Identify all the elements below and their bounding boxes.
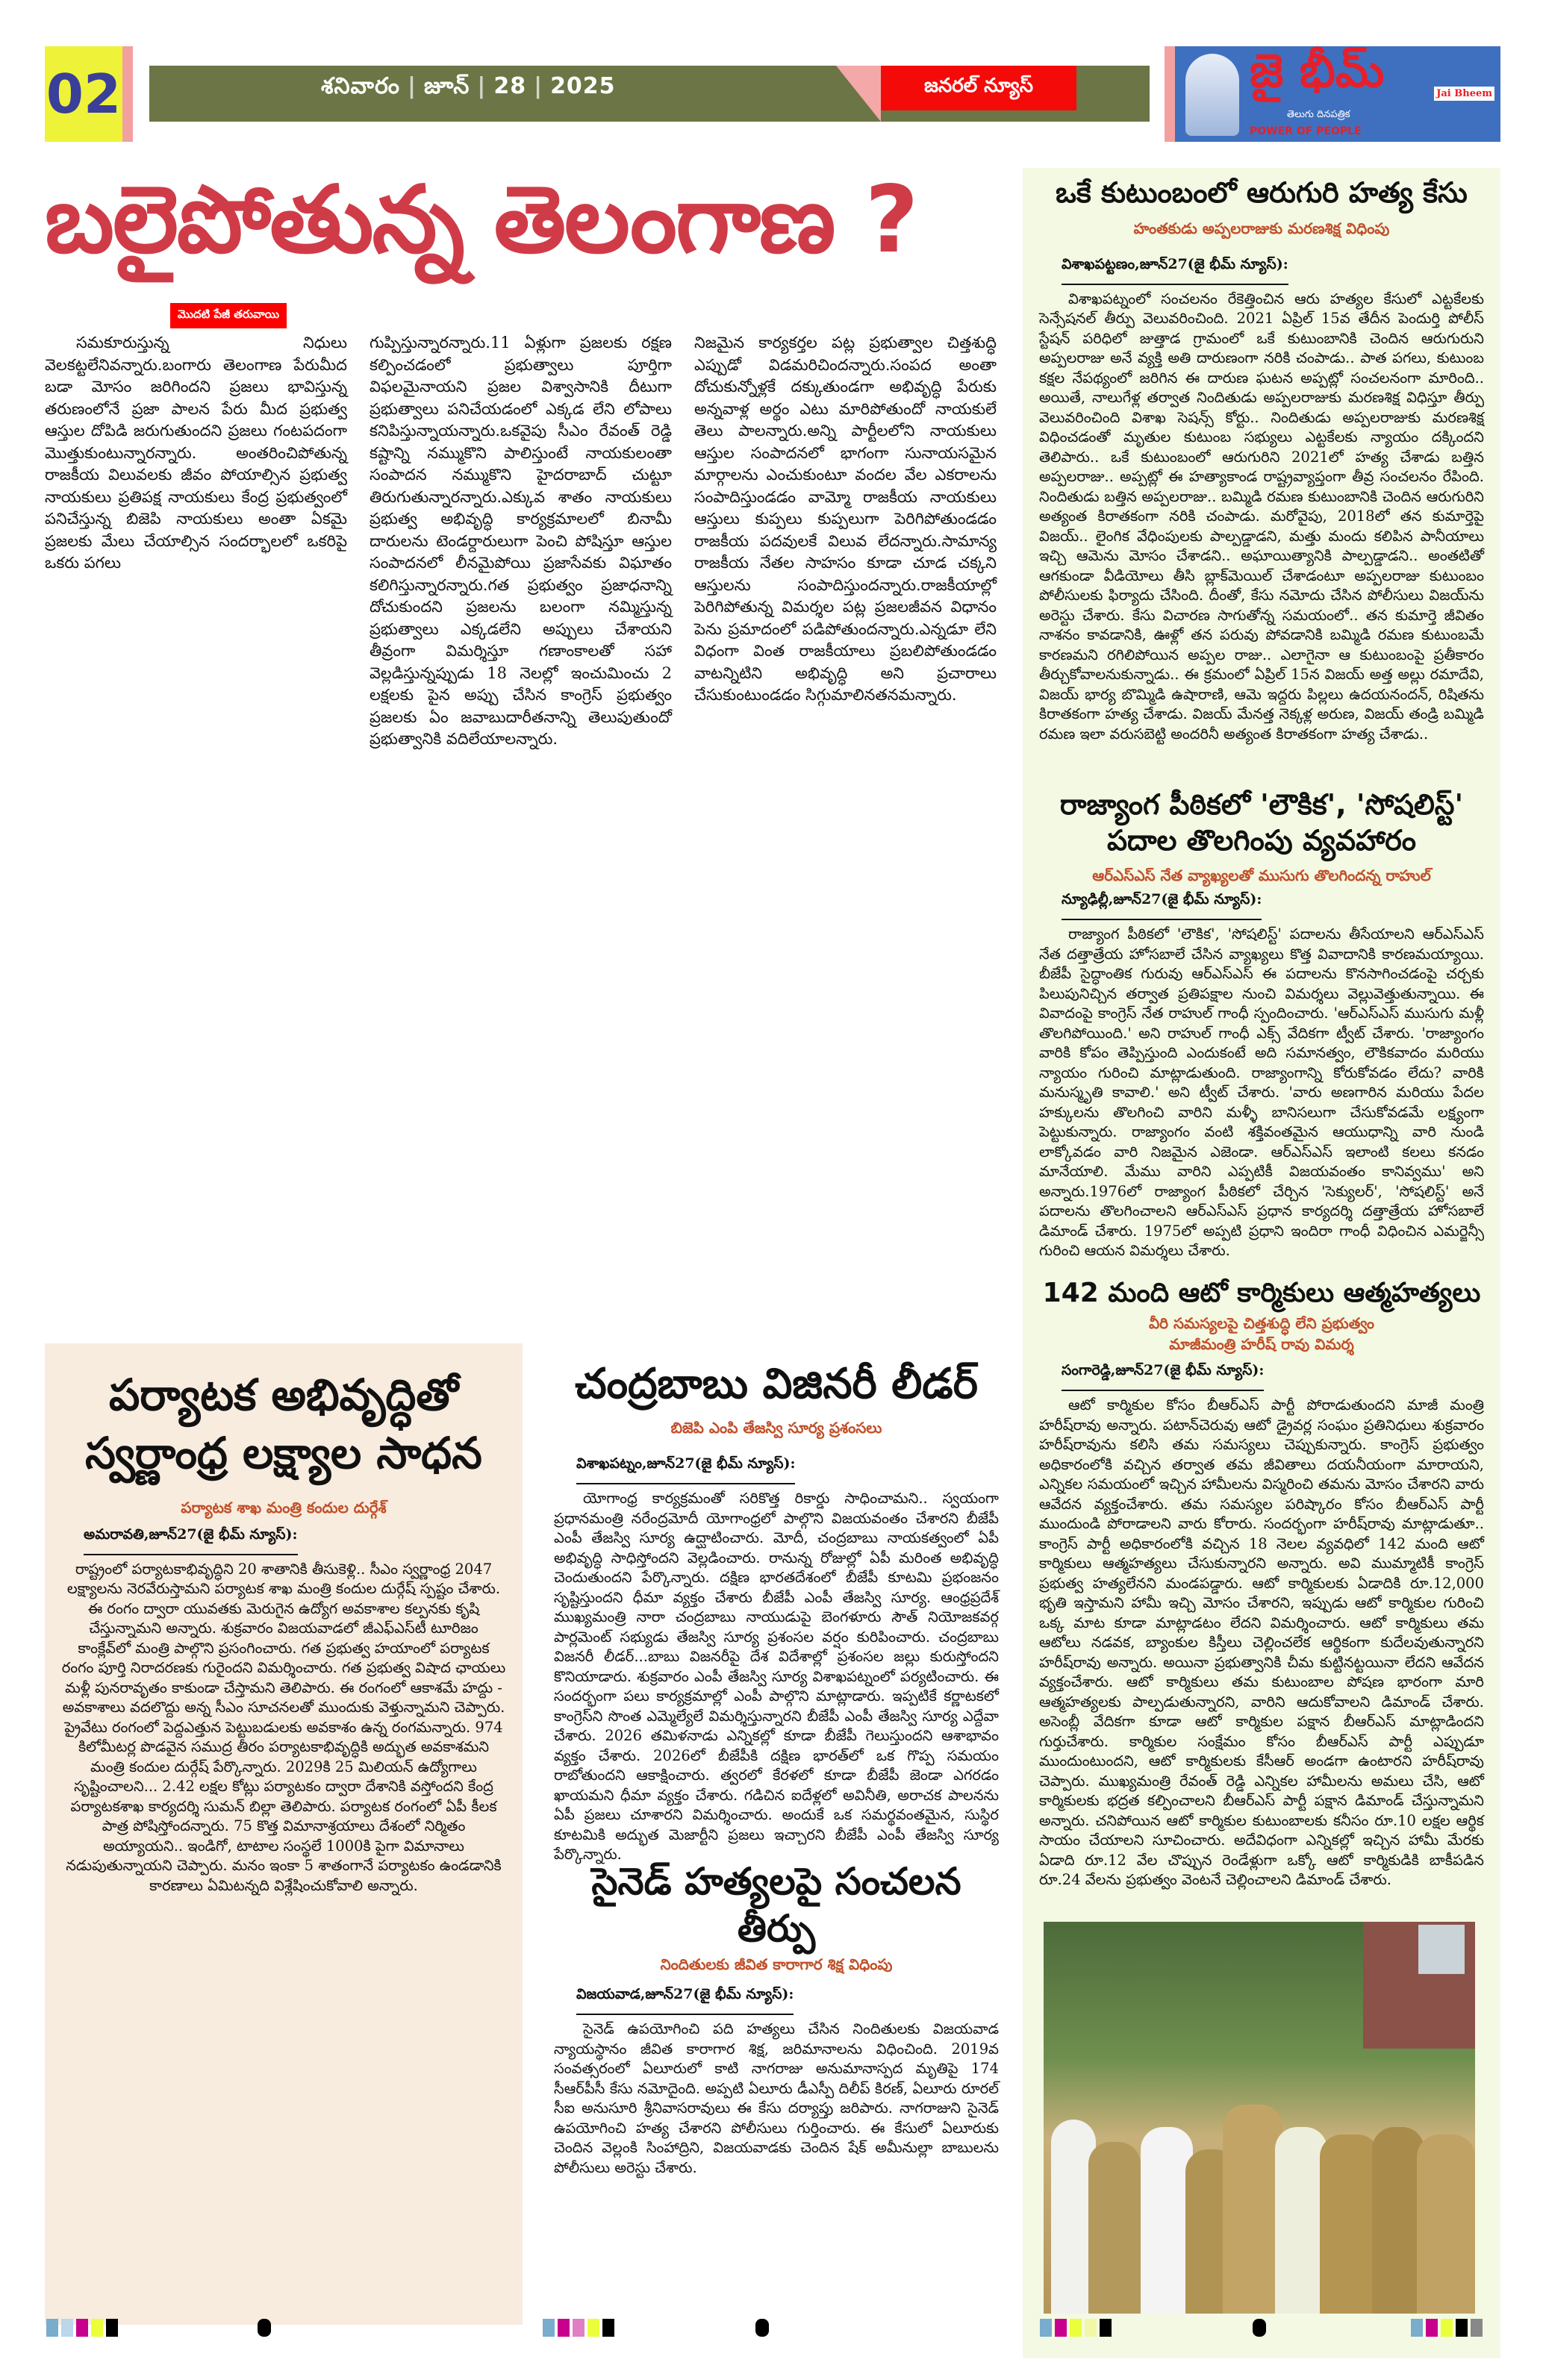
newspaper-logo (1165, 43, 1500, 142)
story-headline: సైనెడ్ హత్యలపై సంచలన తీర్పు (591, 1860, 961, 1950)
story-dateline: విజయవాడ,జూన్27(జై భీమ్ న్యూస్): (576, 1986, 794, 2015)
color-swatch (1441, 2319, 1453, 2337)
main-story-column-3 (694, 332, 997, 1332)
story-headline: రాజ్యాంగ పీఠికలో 'లౌకిక', 'సోషలిస్ట్' పదాల తొలగింపు వ్యవహారం (1059, 788, 1464, 857)
article-text: యోగాంధ్ర కార్యక్రమంతో సరికొత్త రికార్డు సాధించామని.. స్వయంగా ప్రధానమంత్రి నరేంద్రమోదీ యోగాంధ్రలో పాల్గొని విజయవంతం చేశారని బీజేపీ ఎంపీ తేజస్వి సూర్య ఉద్ఘాటించారు. మోదీ, చంద్రబాబు నాయకత్వంలో ఏపీ అభివృద్ధి సాధిస్తోందని వెల్లడించారు. రానున్న రోజుల్లో ఏపీ మరింత అభివృద్ధి చెందుతుందని పేర్కొన్నారు. దక్షిణ భారతదేశంలో బీజేపీ కూటమి ప్రభంజనం సృష్టిస్తుందని ధీమా వ్యక్తం చేశారు బీజేపీ ఎంపీ తేజస్వి సూర్య. ఆంధ్రప్రదేశ్ ముఖ్యమంత్రి నారా చంద్రబాబు నాయుడుపై బెంగళూరు సౌత్ నియోజకవర్గ పార్లమెంట్ సభ్యుడు తేజస్వి సూర్య ప్రశంసల వర్షం కురిపించారు. చంద్రబాబు విజనరీ లీడర్...బాబు విజనరీపై దేశ విదేశాల్లో ప్రశంసల జల్లు కురుస్తోందని కొనియాడారు. శుక్రవారం ఎంపీ తేజస్వి సూర్య విశాఖపట్నంలో పర్యటించారు. ఈ సందర్భంగా పలు కార్యక్రమాల్లో ఎంపీ పాల్గొని మాట్లాడారు. ఇప్పటికే కర్ణాటకలో కాంగ్రెస్‌ని సొంత ఎమ్మెల్యేలే విమర్శిస్తున్నారని బీజేపీ ఎంపీ తేజస్వి సూర్య ఎద్దేవా చేశారు. 2026 తమిళనాడు ఎన్నికల్లో కూడా బీజేపీ గెలుస్తుందని ఆశాభావం వ్యక్తం చేశారు. 2026లో బీజేపీకి దక్షిణ భారత్‌లో ఒక గొప్ప సమయం రాబోతుందని ఆకాక్షించారు. త్వరలో కేరళలో కూడా బీజేపీ జెండా ఎగరడం ఖాయమని ధీమా వ్యక్తం చేశారు. గడిచిన ఐదేళ్లలో అవినీతి, అరాచక పాలనను ఏపీ ప్రజలు చూశారని విమర్శించారు. అందుకే ఒక సమర్థవంతమైన, సుస్థిర కూటమికి అద్భుత మెజార్టీని ప్రజలు ఇచ్చారని బీజేపీ ఎంపీ తేజస్వి సూర్య పేర్కొన్నారు. (554, 1490, 999, 1863)
story-chandrababu (537, 1358, 1015, 1862)
issue-date: శనివారం | జూన్ | 28 | 2025 (321, 73, 616, 99)
color-swatch (573, 2319, 585, 2337)
story-six-murders (1023, 175, 1500, 743)
logo-name: జై భీమ్ (1250, 43, 1385, 98)
story-headline-line-1: పర్యాటక అభివృద్ధితో (109, 1369, 458, 1420)
story-subheadline: పర్యాటక శాఖ మంత్రి కందుల దుర్గేశ్ (181, 1498, 387, 1517)
story-dateline: విశాఖపట్నం,జూన్27(జై భీమ్ న్యూస్): (576, 1455, 795, 1484)
continued-tag: మొదటి పేజీ తరువాయి (170, 303, 287, 328)
issue-year: 2025 (550, 73, 616, 99)
photo-building (1363, 1922, 1475, 2049)
issue-date-number: 28 (493, 73, 527, 99)
issue-month: జూన్ (423, 73, 470, 99)
section-tag-wedge (836, 66, 881, 122)
story-subheadline: ఆర్ఎస్ఎస్ నేత వ్యాఖ్యలతో ముసుగు తొలగిందన్న రాహుల్ (1092, 866, 1431, 884)
color-swatch (91, 2319, 103, 2337)
story-constitution-preamble (1023, 787, 1500, 1298)
color-swatch (1070, 2319, 1082, 2337)
color-swatch (587, 2319, 599, 2337)
section-tag: జనరల్ న్యూస్ (881, 66, 1076, 110)
color-swatch (1055, 2319, 1067, 2337)
registration-mark (1253, 2319, 1266, 2337)
color-swatch (1085, 2319, 1097, 2337)
color-swatch (76, 2319, 88, 2337)
color-swatch (106, 2319, 118, 2337)
article-text: రాష్ట్రంలో పర్యాటకాభివృద్ధిని 20 శాతానికి తీసుకెళ్లి.. సీఎం స్వర్ణాంధ్ర 2047 లక్ష్యాలను నెరవేరుస్తామని పర్యాటక శాఖ మంత్రి కందుల దుర్గేష్ స్పష్టం చేశారు. ఈ రంగం ద్వారా యువతకు మెరుగైన ఉద్యోగ అవకాశాల కల్పనకు కృషి చేస్తున్నామని అన్నారు. శుక్రవారం విజయవాడలో జీఎఫ్ఎస్‌టీ టూరిజం కాంక్లేవ్‌లో మంత్రి పాల్గొని ప్రసంగించారు. గత ప్రభుత్వ హయాంలో పర్యాటక రంగం పూర్తి నిరాదరణకు గురైందని విమర్శించారు. గత ప్రభుత్వ విషాద ఛాయలు మళ్లీ పునరావృతం కాకుండా చేస్తామని తెలిపారు. ఈ రంగంలో ఆకాశమే హద్దు - అవకాశాలు వదలొద్దు అన్న సీఎం సూచనలతో ముందుకు వెళ్తున్నామని చెప్పారు. ప్రైవేటు రంగంలో పెద్దఎత్తున పెట్టుబడులకు అవకాశం ఉన్న రంగమన్నారు. 974 కిలోమీటర్ల పొడవైన సముద్ర తీరం పర్యాటకాభివృద్ధికి అద్భుత అవకాశమని మంత్రి కందుల దుర్గేష్ పేర్కొన్నారు. 2029కి 25 మిలియన్ ఉద్యోగాలు సృష్టించాలని... 2.42 లక్షల కోట్లు పర్యాటకం ద్వారా దేశానికి వస్తోందని కేంద్ర పర్యాటకశాఖ కార్యదర్శి సుమన్ బిల్లా తెలిపారు. పర్యాటక రంగంలో ఏపీ కీలక పాత్ర పోషిస్తోందన్నారు. 75 కొత్త విమానాశ్రయాలు దేశంలో నిర్మితం అయ్యాయని.. ఇండిగో, టాటాల సంస్థలే 1000కి పైగా విమానాలు నడుపుతున్నాయని చెప్పారు. మనం ఇంకా 5 శాతంగానే పర్యాటకం ఉండడానికి కారణాలు ఏమిటన్నది విశ్లేషించుకోవాలి అన్నారు. (61, 1560, 506, 1894)
main-headline: బలైపోతున్న తెలంగాణ ? (45, 166, 917, 274)
color-swatch (602, 2319, 614, 2337)
story-subheadline-2: మాజీమంత్రి హరీష్ రావు విమర్శ (1169, 1335, 1354, 1353)
article-text: సైనెడ్ ఉపయోగించి పది హత్యలు చేసిన నిందితులకు విజయవాడ న్యాయస్థానం జీవిత కారాగార శిక్ష, జరిమానాలను విధించింది. 2019వ సంవత్సరంలో ఏలూరులో కాటి నాగరాజు అనుమానాస్పద మృతిపై 174 సీఆర్‌పీసీ కేసు నమోదైంది. అప్పటి ఏలూరు డీఎస్పీ దిలీప్ కిరణ్, ఏలూరు రూరల్ సీఐ అనుసూరి శ్రీనివాసరావులు ఈ కేసు దర్యాప్తు జరిపారు. నాగరాజుని సైనెడ్ ఉపయోగించి హత్య చేశారని పోలీసులు గుర్తించారు. ఈ కేసులో ఏలూరుకు చెందిన వెల్లంకి సింహాద్రిని, విజయవాడకు చెందిన షేక్ అమీనుల్లా బాబులను పోలీసులు అరెస్టు చేశారు. (554, 2020, 999, 2176)
color-bar-4 (1411, 2319, 1483, 2337)
story-dateline: న్యూఢిల్లీ,జూన్27(జై భీమ్ న్యూస్): (1062, 891, 1262, 920)
color-swatch (543, 2319, 555, 2337)
issue-day: శనివారం (321, 73, 400, 99)
color-swatch (46, 2319, 58, 2337)
story-cyanide-murders (537, 1858, 1015, 2355)
story-headline: ఒకే కుటుంబంలో ఆరుగురి హత్య కేసు (1056, 176, 1468, 209)
color-swatch (1411, 2319, 1423, 2337)
color-swatch (1040, 2319, 1052, 2337)
article-text: విశాఖపట్నంలో సంచలనం రేకెత్తించిన ఆరు హత్యల కేసులో ఎట్టకేలకు సెన్సేషనల్ తీర్పు వెలువరించింది. 2021 ఏప్రిల్ 15వ తేదీన పెందుర్తి పోలీస్ స్టేషన్ పరిధిలో జుత్తాడ గ్రామంలో ఒకే కుటుంబానికి చెందిన ఆరుగురుని అప్పలరాజు అనే వ్యక్తి అతి దారుణంగా నరికి చంపాడు.. పాత పగలు, కుటుంబ కక్షల నేపథ్యంలో జరిగిన ఈ దారుణ ఘటన అప్పట్లో సంచలనంగా మారింది.. అయితే, నాలుగేళ్ల తర్వాత నిందితుడు అప్పలరాజుకు మరణశిక్ష విధిస్తూ తీర్పు వెలువరించింది విశాఖ సెషన్స్ కోర్టు.. నిందితుడు అప్పలరాజుకు మరణశిక్ష విధించడంతో మృతుల కుటుంబ సభ్యులు ఎట్టకేలకు న్యాయం దక్కిందని తెలిపారు.. ఒకే కుటుంబంలో ఆరుగురిని 2021లో హత్య చేశాడు బత్తిన అప్పలరాజు.. అప్పట్లో ఈ హత్యాకాండ రాష్ట్రవ్యాప్తంగా తీవ్ర సంచలనం రేపింది. నిందితుడు బత్తిన అప్పలరాజు.. బమ్మిడి రమణ కుటుంబానికి చెందిన ఆరుగురిని అత్యంత కిరాతకంగా నరికి చంపాడు. మరోవైపు, 2018లో తన కుమార్తెపై విజయ్.. లైంగిక వేధింపులకు పాల్పడ్డాడని, మత్తు మందు కలిపిన పానీయాలు ఇచ్చి ఆమెను మోసం చేశాడని.. అఘాయిత్యానికి పాల్పడ్డాడని.. అంతటితో ఆగకుండా వీడియోలు తీసి బ్లాక్‌మెయిల్ చేశాడంటూ అప్పలరాజు కుటుంబం పోలీసులకు ఫిర్యాదు చేసింది. దీంతో, కేసు నమోదు చేసిన పోలీసులు విజయ్‌ను అరెస్టు చేశారు. కేసు విచారణ సాగుతోన్న సమయంలో.. తన కుమార్తె జీవితం నాశనం కావడానికి, ఊళ్లో తన పరువు పోవడానికి బమ్మిడి రమణ కుటుంబమే కారణమని రగిలిపోయిన అప్పల రాజు.. ఎలాగైనా ఆ కుటుంబంపై ప్రతీకారం తీర్చుకోవాలనుకున్నాడు.. ఈ క్రమంలో ఏప్రిల్ 15న విజయ్ అత్త అల్లు రమాదేవి, విజయ్ భార్య బొమ్మిడి ఉషారాణి, ఆమె ఇద్దరు పిల్లలు ఉదయనందన్, రిషితను కిరాతకంగా హత్య చేశాడు. విజయ్ మేనత్త నెక్కళ్ల అరుణ, విజయ్ తండ్రి బమ్మిడి రమణ ఇలా వరుసబెట్టి అందరినీ అత్యంత కిరాతకంగా హత్య చేశాడు.. (1039, 290, 1484, 743)
main-story-column-2 (370, 332, 672, 1332)
logo-english-name: Jai Bheem (1434, 87, 1494, 101)
story-tourism (45, 1366, 523, 2276)
story-dateline: సంగారెడ్డి,జూన్27(జై భీమ్ న్యూస్): (1062, 1362, 1264, 1391)
registration-mark (755, 2319, 769, 2337)
main-story-column-1 (45, 332, 347, 1332)
registration-mark (258, 2319, 271, 2337)
article-text: నిజమైన కార్యకర్తల పట్ల ప్రభుత్వాల చిత్తశుద్ధి ఎప్పుడో విడమరిచిందన్నారు.సంపద అంతా దోచుకున్నోళ్లకే దక్కుతుండగా అభివృద్ధి పేరుకు అన్నవాళ్ల అర్థం ఎటు మారిపోతుందో నాయకులే తెలు పాలన్నారు.అన్ని పార్టీలలోని నాయకులు ఆస్తుల సంపాదనలో భాగంగా సునాయసమైన మార్గాలను ఎంచుకుంటూ వందల వేల ఎకరాలను సంపాదిస్తుండడం వామ్మో రాజకీయ నాయకులు ఆస్తులు కుప్పలు కుప్పలుగా పెరిగిపోతుండడం రాజకీయ పదవులకే విలువ లేదన్నారు.సామాన్య రాజకీయ నేతల సాహసం కూడా చూడ చక్కని ఆస్తులను సంపాదిస్తుందన్నారు.రాజకీయాల్లో పెరిగిపోతున్న విమర్శల పట్ల ప్రజలజీవన విధానం పెను ప్రమాదంలో పడిపోతుందన్నారు.ఎన్నడూ లేని విధంగా వింత రాజకీయాలు ప్రబలిపోతుండడం వాటన్నిటిని అభివృద్ధి అని ప్రచారాలు చేసుకుంటుండడం సిగ్గుమాలినతనమన్నారు. (694, 334, 997, 704)
color-swatch (558, 2319, 570, 2337)
story-headline: 142 మంది ఆటో కార్మికులు ఆత్మహత్యలు (1042, 1278, 1481, 1308)
story-subheadline: బిజెపి ఎంపి తేజస్వి సూర్య ప్రశంసలు (670, 1419, 882, 1437)
story-headline: చంద్రబాబు విజినరీ లీడర్ (575, 1360, 978, 1408)
story-subheadline: హంతకుడు అప్పలరాజుకు మరణశిక్ష విధింపు (1133, 219, 1390, 237)
color-bar-2 (543, 2319, 614, 2337)
color-swatch (1100, 2319, 1112, 2337)
story-headline-line-2: స్వర్ణాంధ్ర లక్ష్యాల సాధన (85, 1428, 482, 1479)
story-dateline: అమరావతి,జూన్27(జై భీమ్ న్యూస్): (84, 1526, 298, 1555)
page-number: 02 (45, 46, 133, 142)
logo-tagline: POWER OF PEOPLE (1250, 125, 1362, 137)
article-text: గుప్పిస్తున్నారన్నారు.11 ఏళ్లుగా ప్రజలకు రక్షణ కల్పించడంలో ప్రభుత్వాలు పూర్తిగా విఫలమైనాయని ప్రజల విశ్వాసానికి దీటుగా ప్రభుత్వాలు పనిచేయడంలో ఎక్కడ లేని లోపాలు కనిపిస్తున్నాయన్నారు.ఒకవైపు సీఎం రేవంత్ రెడ్డి కష్టాన్ని నమ్ముకొని పాలిస్తుంటే నాయకులంతా సంపాదన నమ్ముకొని హైదరాబాద్ చుట్టూ తిరుగుతున్నారన్నారు.ఎక్కువ శాతం నాయకులు ప్రభుత్వ అభివృద్ధి కార్యక్రమాలలో బినామీ దారులను టెండర్దారులుగా పెంచి పోషిస్తూ ఆస్తుల సంపాదనలో లీనమైపోయి ప్రజాసేవకు విఘాతం కలిగిస్తున్నారన్నారు.గత ప్రభుత్వం ప్రజాధనాన్ని దోచుకుందని ప్రజలను బలంగా నమ్మిస్తున్న ప్రభుత్వాలు ఎక్కడలేని అప్పులు చేశాయని తీవ్రంగా విమర్శిస్తూ గణాంకాలతో సహా వెల్లడిస్తున్నప్పుడు 18 నెలల్లో ఇంచుమించు 2 లక్షలకు పైన అప్పు చేసిన కాంగ్రెస్ ప్రభుత్వం ప్రజలకు ఏం జవాబుదారీతనాన్ని తెలుపుతుందో ప్రభుత్వానికి వదిలేయాలన్నారు. (370, 334, 672, 748)
article-text: రాజ్యాంగ పీఠికలో 'లౌకిక', 'సోషలిస్ట్' పదాలను తీసేయాలని ఆర్ఎస్ఎస్ నేత దత్తాత్రేయ హోసబాలే చేసిన వ్యాఖ్యలు కొత్త వివాదానికి కారణమయ్యాయి. బీజేపీ సైద్ధాంతిక గురువు ఆర్ఎస్ఎస్ ఈ పదాలను కొనసాగించడంపై చర్చకు పిలుపునిచ్చిన తర్వాత ప్రతిపక్షాల నుంచి విమర్శలు వెల్లువెత్తుతున్నాయి. ఈ వివాదంపై కాంగ్రెస్ నేత రాహుల్ గాంధీ స్పందించారు. 'ఆర్ఎస్ఎస్ ముసుగు మళ్లీ తొలగిపోయింది.' అని రాహుల్ గాంధీ ఎక్స్ వేదికగా ట్వీట్ చేశారు. 'రాజ్యాంగం వారికి కోపం తెప్పిస్తుంది ఎందుకంటే అది సమానత్వం, లౌకికవాదం మరియు న్యాయం గురించి మాట్లాడుతుంది. రాజ్యాంగాన్ని కోరుకోవడం లేదు? వారికి మనుస్మృతి కావాలి.' అని ట్వీట్ చేశారు. 'వారు అణగారిన మరియు పేదల హక్కులను తొలగించి వారిని మళ్ళీ బానిసలుగా చేసుకోవడమే లక్ష్యంగా పెట్టుకున్నారు. రాజ్యాంగం వంటి శక్తివంతమైన ఆయుధాన్ని వారి నుండి లాక్కోవడం వారి నిజమైన ఎజెండా. ఆర్ఎస్ఎస్ ఇలాంటి కలలు కనడం మానేయాలి. మేము వారిని ఎప్పటికీ విజయవంతం కానివ్వము' అని అన్నారు.1976లో రాజ్యాంగ పీఠికలో చేర్చిన 'సెక్యులర్', 'సోషలిస్ట్' అనే పదాలను తొలగించాలని ఆర్ఎస్ఎస్ ప్రధాన కార్యదర్శి దత్తాత్రేయ హోసబాలే డిమాండ్ చేశారు. 1975లో అప్పటి ప్రధాని ఇందిరా గాంధీ విధించిన ఎమర్జెన్సీ గురించి ఆయన విమర్శలు చేశారు. (1039, 925, 1484, 1259)
story-subheadline: వీరి సమస్యలపై చిత్తశుద్ధి లేని ప్రభుత్వం (1148, 1314, 1375, 1332)
story-dateline: విశాఖపట్టణం,జూన్27(జై భీమ్ న్యూస్): (1062, 256, 1288, 285)
color-swatch (1456, 2319, 1468, 2337)
ambedkar-portrait-icon (1185, 54, 1239, 136)
color-bar-3 (1040, 2319, 1112, 2337)
article-text: సమకూరుస్తున్న నిధులు వెలకట్టలేనివన్నారు.బంగారు తెలంగాణ పేరుమీద బడా మోసం జరిగిందని ప్రజలు భావిస్తున్న తరుణంలోనే ప్రజా పాలన పేరు మీద ప్రభుత్వ ఆస్తుల దోపిడి జరుగుతుందని ప్రజలు గంటపదంగా మొత్తుకుంటున్నారన్నారు. అంతరించిపోతున్న రాజకీయ విలువలకు జీవం పోయాల్సిన ప్రభుత్వ నాయకులు ప్రతిపక్ష నాయకులు కేంద్ర ప్రభుత్వంలో పనిచేస్తున్న బిజెపి నాయకులు అంతా ఏకమై ప్రజలకు మేలు చేయాల్సిన సందర్భాలలో ఒకరిపై ఒకరు పగలు (45, 334, 347, 572)
auto-workers-photo (1044, 1922, 1475, 2314)
story-auto-workers (1023, 1276, 1500, 1925)
story-subheadline: నిందితులకు జీవిత కారాగార శిక్ష విధింపు (660, 1955, 893, 1973)
color-swatch (1471, 2319, 1483, 2337)
color-swatch (61, 2319, 73, 2337)
color-swatch (1426, 2319, 1438, 2337)
story-headline (61, 1366, 506, 1483)
article-text: ఆటో కార్మికుల కోసం బీఆర్ఎస్ పార్టీ పోరాడుతుందని మాజీ మంత్రి హరీష్‌రావు అన్నారు. పటాన్‌చెరువు ఆటో డ్రైవర్ల సంఘం ప్రతినిధులు శుక్రవారం హరీష్‌రావును కలిసి తమ సమస్యలు చెప్పుకున్నారు. కాంగ్రెస్ ప్రభుత్వం అధికారంలోకి వచ్చిన తర్వాత తమ జీవితాలు దయనీయంగా మారాయని, ఎన్నికల సమయంలో ఇచ్చిన హామీలను విస్మరించి తమను మోసం చేశారని వారు ఆవేదన వ్యక్తంచేశారు. తమ సమస్యల పరిష్కారం కోసం బీఆర్ఎస్ పార్టీ ముందుండి పోరాడాలని వారు కోరారు. సందర్భంగా హరీష్‌రావు మాట్లాడుతూ.. కాంగ్రెస్ పార్టీ అధికారంలోకి వచ్చిన 18 నెలల వ్యవధిలో 142 మంది ఆటో కార్మికులు ఆత్మహత్యలు చేసుకున్నారని అన్నారు. అవి ముమ్మాటికీ కాంగ్రెస్ ప్రభుత్వ హత్యలేనని మండపడ్డారు. ఆటో కార్మికులకు ఏడాదికి రూ.12,000 భృతి ఇస్తామని హామీ ఇచ్చి మోసం చేశారని, ఇప్పుడు ఆటో కార్మికుల గురించి ఒక్క మాట కూడా మాట్లాడటం లేదని విమర్శించారు. ఆటో కార్మికులు తమ ఆటోలు నడవక, బ్యాంకుల కిస్తీలు చెల్లించలేక ఆర్థికంగా కుదేలవుతున్నారని హరీష్‌రావు అన్నారు. అయినా ప్రభుత్వానికి చీమ కుట్టినట్టయినా లేదని ఆవేదన వ్యక్తంచేశారు. ఆటో కార్మికులు తమ కుటుంబాల పోషణ భారంగా మారి ఆత్మహత్యలకు పాల్పడుతున్నారని, వారిని ఆదుకోవాలని డిమాండ్ చేశారు. అసెంబ్లీ వేదికగా కూడా ఆటో కార్మికుల పక్షాన బీఆర్ఎస్ మాట్లాడిందని గుర్తుచేశారు. కార్మికుల సంక్షేమం కోసం బీఆర్ఎస్ పార్టీ ఎప్పుడూ ముందుంటుందని, ఆటో కార్మికులకు కేసీఆర్ అండగా ఉంటారని హరీష్‌రావు చెప్పారు. ముఖ్యమంత్రి రేవంత్ రెడ్డి ఎన్నికల హామీలను అమలు చేసి, ఆటో కార్మికులకు భద్రత కల్పించాలని బీఆర్ఎస్ పార్టీ పక్షాన డిమాండ్ చేస్తున్నామని అన్నారు. చనిపోయిన ఆటో కార్మికుల కుటుంబాలకు కనీసం రూ.10 లక్షల ఆర్థిక సాయం చేయాలని సూచించారు. అదేవిధంగా ఎన్నికల్లో ఇచ్చిన హామీ మేరకు ఏడాది రూ.12 వేల చొప్పున రెండేళ్లుగా ఒక్కో ఆటో కార్మికుడికి బాకీపడిన రూ.24 వేలను ప్రభుత్వం వెంటనే చెల్లించాలని డిమాండ్ చేశారు. (1039, 1396, 1484, 1888)
color-bar-1 (46, 2319, 118, 2337)
logo-subtitle: తెలుగు దినపత్రిక (1287, 109, 1350, 120)
